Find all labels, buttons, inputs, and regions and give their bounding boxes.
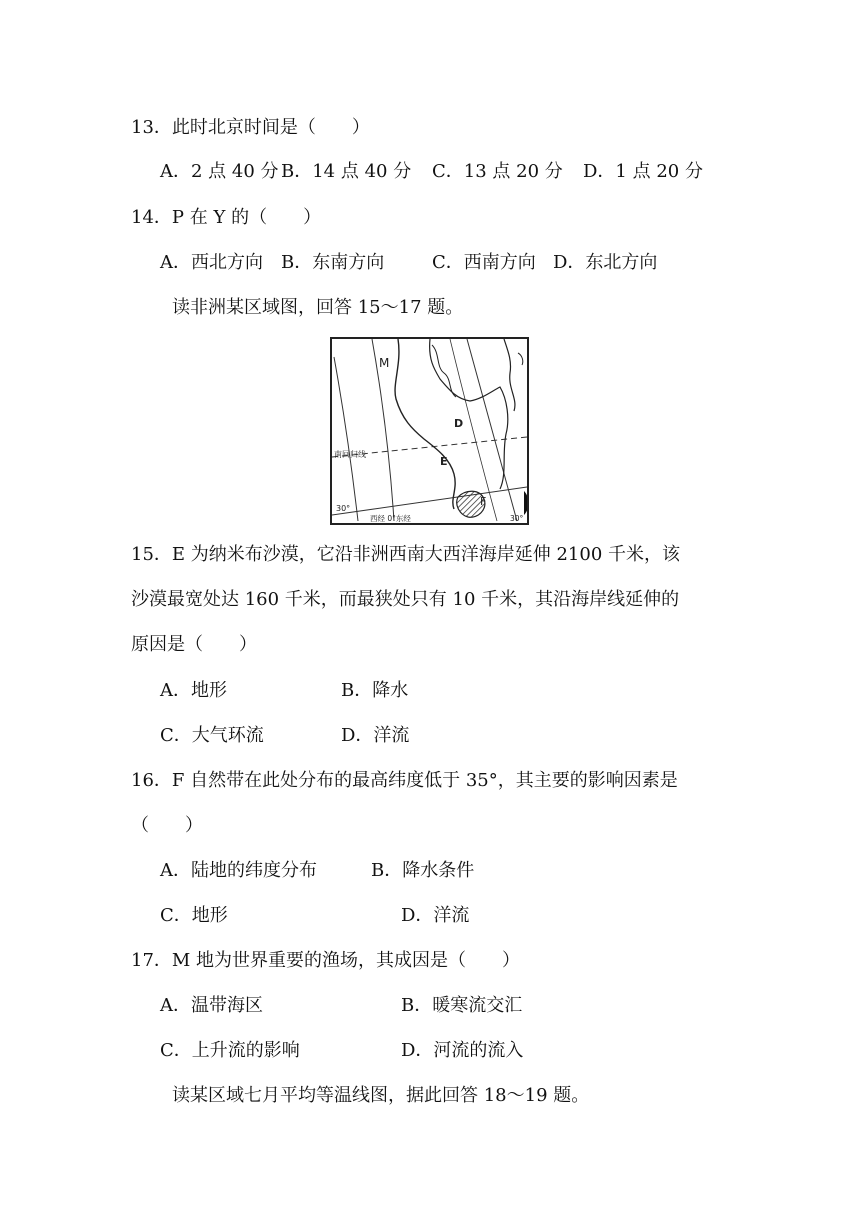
q17-option-c: C．上升流的影响 (160, 1040, 300, 1061)
q17-option-b: B．暖寒流交汇 (401, 995, 523, 1016)
q15-option-b: B．降水 (341, 680, 409, 701)
q16-stem-line2: （ ） (131, 815, 203, 836)
q17-option-d: D．河流的流入 (401, 1040, 524, 1061)
map-label-e: E (440, 455, 448, 468)
q15-option-a: A．地形 (160, 680, 227, 701)
q17-option-a: A．温带海区 (160, 995, 263, 1016)
q13-option-b: B．14 点 40 分 (281, 161, 412, 182)
east-ridge (518, 353, 523, 365)
map-label-lon-30e: 30° (510, 514, 524, 523)
map-label-m: M (379, 356, 390, 370)
africa-region-map (330, 337, 529, 525)
q16-option-c: C．地形 (160, 905, 228, 926)
intro-18-19: 读某区域七月平均等温线图，据此回答 18～19 题。 (172, 1085, 590, 1106)
q16-option-a: A．陆地的纬度分布 (160, 860, 317, 881)
map-label-tropic: 南回归线 (334, 450, 366, 459)
edge-mark (524, 491, 527, 515)
q13-option-c: C．13 点 20 分 (432, 161, 563, 182)
q14-option-b: B．东南方向 (281, 252, 385, 273)
q16-option-d: D．洋流 (401, 905, 470, 926)
q14-option-a: A．西北方向 (160, 252, 263, 273)
q13-option-a: A．2 点 40 分 (160, 161, 279, 182)
meridian-left (334, 357, 358, 521)
q15-stem-line3: 原因是（ ） (131, 634, 257, 655)
q15-stem-line1: 15．E 为纳米布沙漠，它沿非洲西南大西洋海岸延伸 2100 千米，该 (131, 544, 681, 565)
q17-stem: 17．M 地为世界重要的渔场，其成因是（ ） (131, 950, 521, 971)
parallel-30s (332, 487, 527, 515)
q13-option-d: D．1 点 20 分 (583, 161, 703, 182)
q15-option-d: D．洋流 (341, 725, 410, 746)
map-label-f: F (480, 495, 487, 508)
q13-stem: 13．此时北京时间是（ ） (131, 117, 370, 138)
q15-stem-line2: 沙漠最宽处达 160 千米，而最狭处只有 10 千米，其沿海岸线延伸的 (131, 589, 680, 610)
map-label-lat-30: 30° (336, 504, 351, 513)
q14-stem: 14．P 在 Y 的（ ） (131, 207, 322, 228)
q14-option-d: D．东北方向 (553, 252, 658, 273)
coastline-west (395, 339, 455, 509)
q16-option-b: B．降水条件 (371, 860, 475, 881)
q16-stem-line1: 16．F 自然带在此处分布的最高纬度低于 35°，其主要的影响因素是 (131, 770, 678, 791)
map-label-lon: 西经 0°东经 (370, 514, 411, 523)
intro-15-17: 读非洲某区域图，回答 15～17 题。 (172, 297, 464, 318)
q15-option-c: C．大气环流 (160, 725, 264, 746)
map-label-d: D (454, 417, 464, 430)
q14-option-c: C．西南方向 (432, 252, 536, 273)
